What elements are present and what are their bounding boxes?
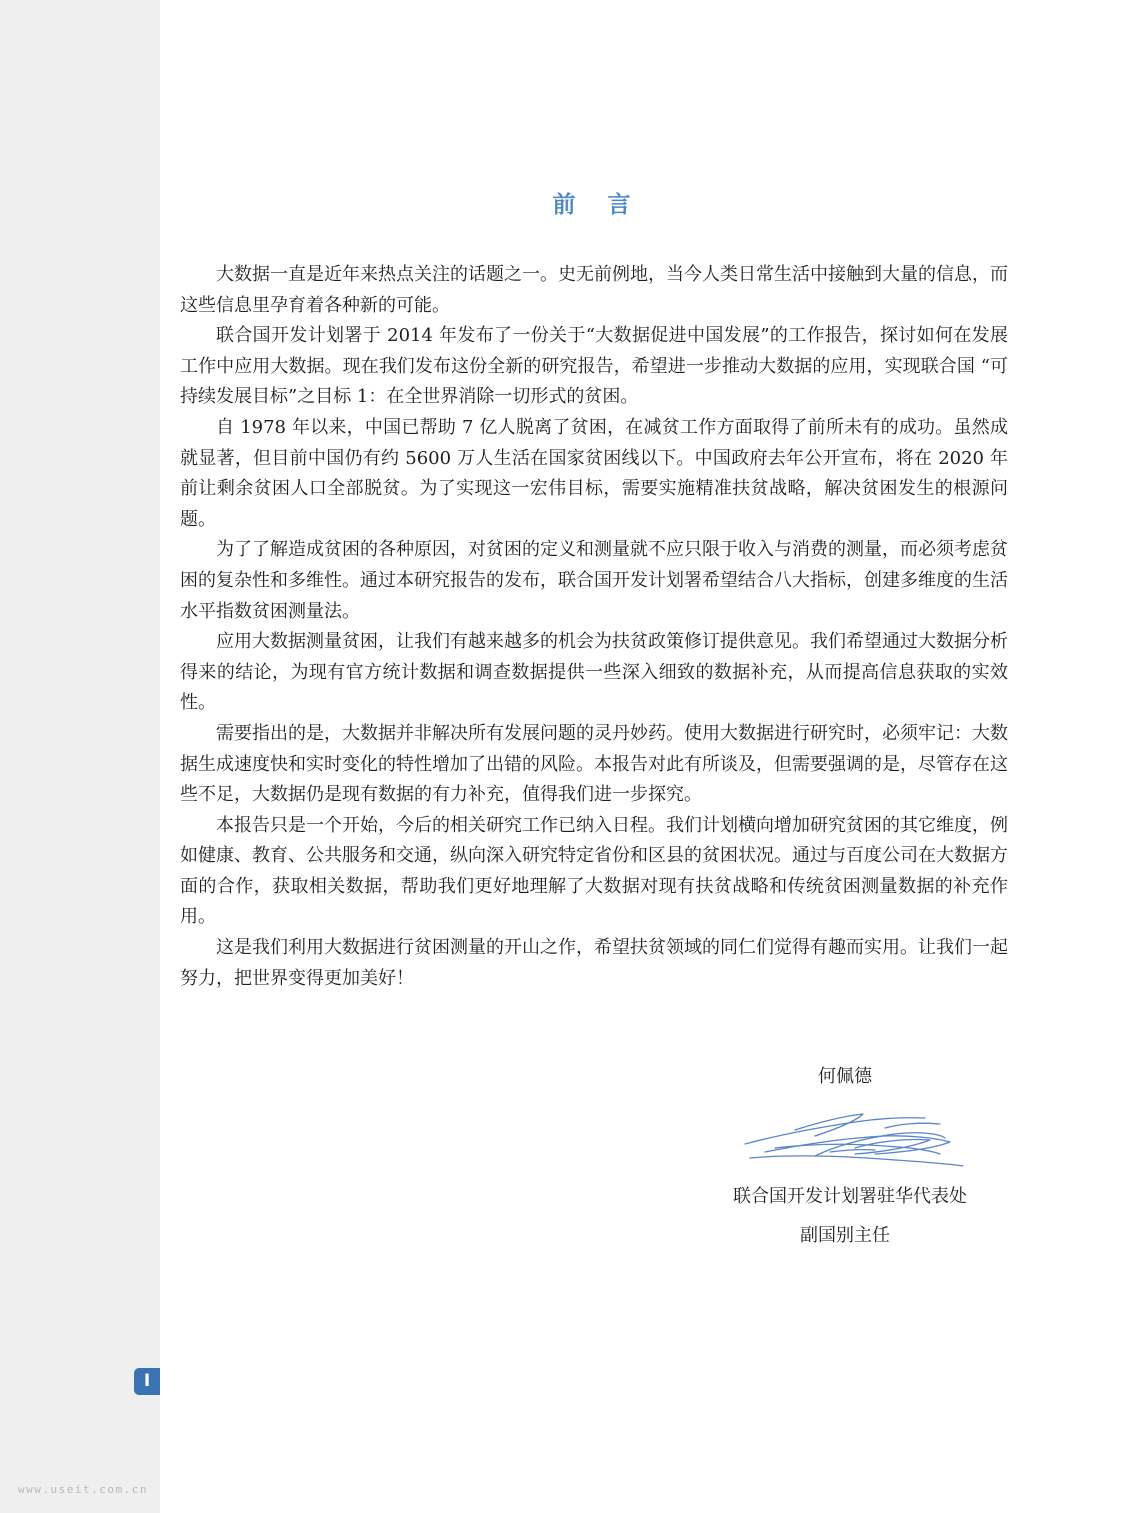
paragraph: 这是我们利用大数据进行贫困测量的开山之作，希望扶贫领域的同仁们觉得有趣而实用。让我们一起努力，把世界变得更加美好！ — [180, 937, 1008, 989]
signatory-organization: 联合国开发计划署驻华代表处 — [733, 1186, 967, 1207]
paragraph: 大数据一直是近年来热点关注的话题之一。史无前例地，当今人类日常生活中接触到大量的信息，而这些信息里孕育着各种新的可能。 — [180, 264, 1008, 316]
paragraph: 本报告只是一个开始，今后的相关研究工作已纳入日程。我们计划横向增加研究贫困的其它维度，例如健康、教育、公共服务和交通，纵向深入研究特定省份和区县的贫困状况。通过与百度公司在大数据方面的合作，获取相关数据，帮助我们更好地理解了大数据对现有扶贫战略和传统贫困测量数据的补充作用。 — [180, 814, 1008, 928]
page-number-badge: I — [134, 1368, 160, 1395]
paragraph: 需要指出的是，大数据并非解决所有发展问题的灵丹妙药。使用大数据进行研究时，必须牢记：大数据生成速度快和实时变化的特性增加了出错的风险。本报告对此有所谈及，但需要强调的是，尽管存在这些不足，大数据仍是现有数据的有力补充，值得我们进一步探究。 — [180, 722, 1008, 806]
paragraph: 自 1978 年以来，中国已帮助 7 亿人脱离了贫困，在减贫工作方面取得了前所未有的成功。虽然成就显著，但目前中国仍有约 5600 万人生活在国家贫困线以下。中国政府去年公开宣布，将在 2020 年前让剩余贫困人口全部脱贫。为了实现这一宏伟目标，需要实施精准扶贫战略，解决贫困发生的根源问题。 — [180, 416, 1008, 530]
paragraph: 应用大数据测量贫困，让我们有越来越多的机会为扶贫政策修订提供意见。我们希望通过大数据分析得来的结论，为现有官方统计数据和调查数据提供一些深入细致的数据补充，从而提高信息获取的实效性。 — [180, 631, 1008, 714]
page-title: 前 言 — [552, 192, 643, 218]
paragraph: 联合国开发计划署于 2014 年发布了一份关于“大数据促进中国发展”的工作报告，探讨如何在发展工作中应用大数据。现在我们发布这份全新的研究报告，希望进一步推动大数据的应用，实现联合国 “可持续发展目标”之目标 1：在全世界消除一切形式的贫困。 — [180, 325, 1008, 408]
watermark: www.useit.com.cn — [18, 1483, 148, 1496]
signatory-role: 副国别主任 — [800, 1225, 890, 1246]
preface-body — [180, 260, 1008, 994]
signatory-name: 何佩德 — [818, 1066, 872, 1087]
left-margin-strip — [0, 0, 160, 1513]
handwritten-signature — [735, 1108, 975, 1174]
paragraph: 为了了解造成贫困的各种原因，对贫困的定义和测量就不应只限于收入与消费的测量，而必须考虑贫困的复杂性和多维性。通过本研究报告的发布，联合国开发计划署希望结合八大指标，创建多维度的生活水平指数贫困测量法。 — [180, 539, 1008, 622]
